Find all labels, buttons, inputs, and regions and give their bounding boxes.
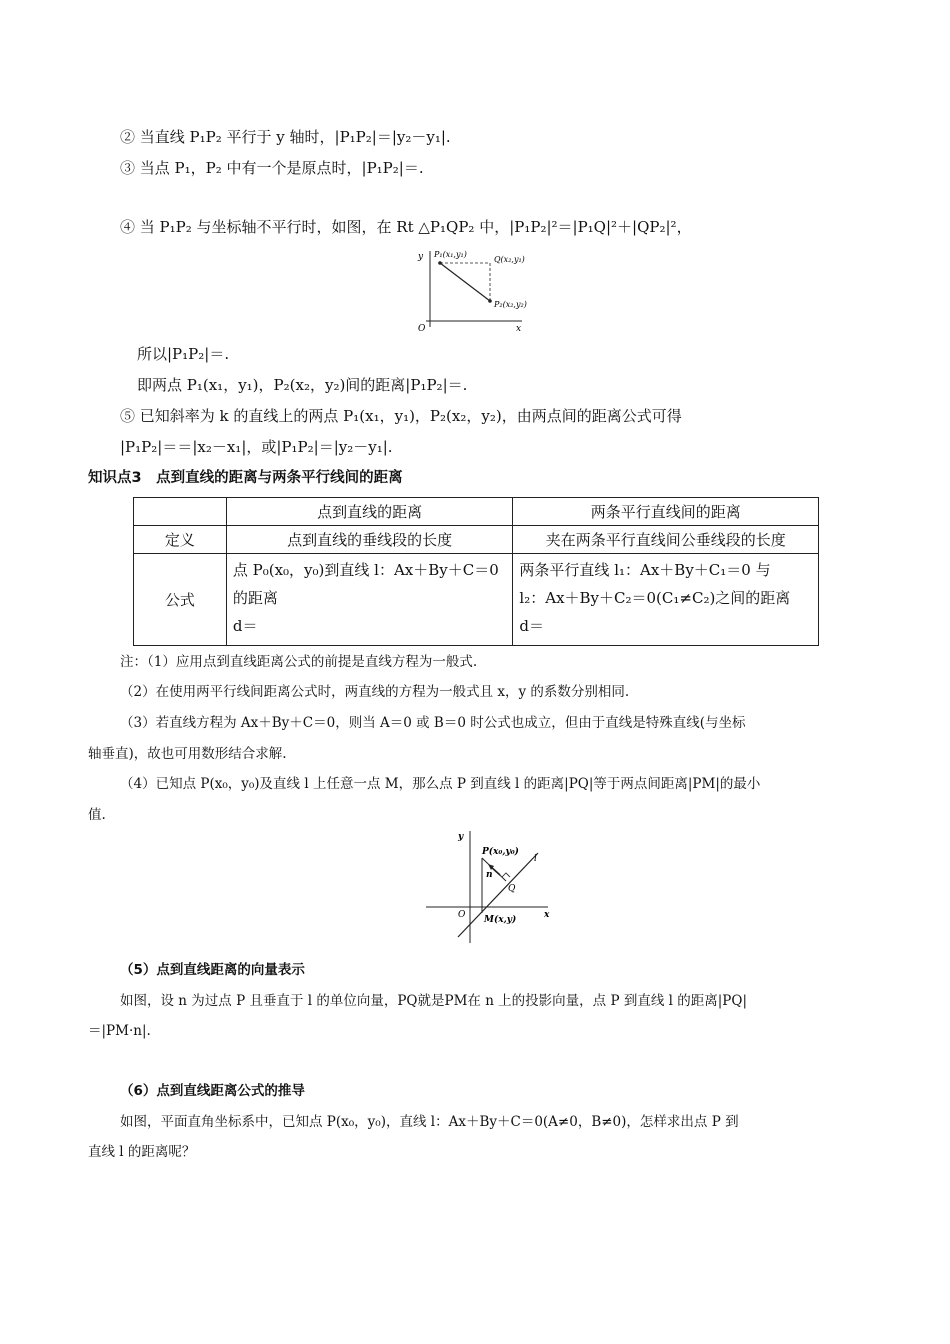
distance-table [133, 497, 819, 646]
table-row-label: 定义 [134, 526, 227, 554]
y-axis-label: y [458, 832, 464, 842]
table-row-label: 公式 [134, 554, 227, 646]
p2-label: P₂(x₂,y₂) [494, 300, 527, 309]
y-axis-label: y [418, 252, 424, 262]
text-line: 即两点 P₁(x₁，y₁)，P₂(x₂，y₂)间的距离|P₁P₂|＝. [137, 376, 468, 394]
text-line: ② 当直线 P₁P₂ 平行于 y 轴时，|P₁P₂|＝|y₂－y₁|. [120, 128, 451, 146]
origin-label: O [458, 910, 466, 920]
note-line: （2）在使用两平行线间距离公式时，两直线的方程为一般式且 x，y 的系数分别相同. [120, 684, 630, 700]
formula-line: d＝ [232, 617, 258, 635]
note-line: 注：（1）应用点到直线距离公式的前提是直线方程为一般式. [120, 654, 478, 670]
table-header-cell: 点到直线的距离 [226, 498, 513, 526]
q-label: Q [508, 884, 516, 894]
note-line: 值. [88, 807, 106, 823]
text-line: ③ 当点 P₁，P₂ 中有一个是原点时，|P₁P₂|＝. [120, 159, 424, 177]
x-axis-label: x [544, 910, 550, 920]
x-axis-label: x [516, 324, 522, 334]
note-line: 轴垂直)，故也可用数形结合求解. [88, 746, 287, 762]
note-line: （3）若直线方程为 Ax＋By＋C＝0，则当 A＝0 或 B＝0 时公式也成立，但由于直线是特殊直线(与坐标 [120, 715, 746, 731]
table-corner [134, 498, 227, 526]
subsection-title: （6）点到直线距离公式的推导 [120, 1083, 305, 1099]
note-line: （4）已知点 P(x₀，y₀)及直线 l 上任意一点 M，那么点 P 到直线 l 的距离|PQ|等于两点间距离|PM|的最小 [120, 776, 761, 792]
text-line: 所以|P₁P₂|＝. [137, 345, 230, 363]
formula-line: 点 P₀(x₀，y₀)到直线 l：Ax＋By＋C＝0 [232, 561, 499, 579]
paragraph-line: 直线 l 的距离呢？ [88, 1144, 196, 1160]
formula-line: d＝ [519, 617, 545, 635]
table-cell [513, 554, 819, 646]
point-p1 [438, 261, 442, 265]
table-header-cell: 两条平行直线间的距离 [513, 498, 819, 526]
figure-point-line-distance [420, 825, 560, 945]
p-label: P(x₀,y₀) [482, 847, 519, 857]
p1-label: P₁(x₁,y₁) [434, 250, 467, 259]
text-line: ⑤ 已知斜率为 k 的直线上的两点 P₁(x₁，y₁)，P₂(x₂，y₂)，由两点间的距离公式可得 [120, 407, 682, 425]
paragraph-line: 如图，设 n 为过点 P 且垂直于 l 的单位向量，PQ就是PM在 n 上的投影向量，点 P 到直线 l 的距离|PQ| [120, 993, 747, 1009]
q-label: Q(x₂,y₁) [494, 255, 525, 264]
right-angle-mark [502, 873, 510, 877]
section-heading: 知识点3 点到直线的距离与两条平行线间的距离 [88, 470, 403, 486]
table-cell: 点到直线的垂线段的长度 [226, 526, 513, 554]
figure-two-point-distance [410, 245, 550, 335]
paragraph-line: 如图，平面直角坐标系中，已知点 P(x₀，y₀)，直线 l：Ax＋By＋C＝0(A≠0，B≠0)，怎样求出点 P 到 [120, 1114, 739, 1130]
formula-line: 两条平行直线 l₁：Ax＋By＋C₁＝0 与 [519, 561, 771, 579]
paragraph-line: ＝|PM·n|. [88, 1023, 151, 1039]
n-label: n [486, 870, 493, 880]
origin-label: O [418, 324, 426, 334]
point-p2 [488, 299, 492, 303]
formula-line: 的距离 [232, 589, 278, 607]
subsection-title: （5）点到直线距离的向量表示 [120, 962, 305, 978]
l-label: l [534, 854, 537, 864]
m-label: M(x,y) [484, 915, 517, 925]
segment-p1p2 [440, 263, 490, 301]
table-cell: 夹在两条平行直线间公垂线段的长度 [513, 526, 819, 554]
text-line: ④ 当 P₁P₂ 与坐标轴不平行时，如图，在 Rt △P₁QP₂ 中，|P₁P₂|²＝|P₁Q|²＋|QP₂|²， [120, 218, 692, 236]
text-line: |P₁P₂|＝＝|x₂－x₁|，或|P₁P₂|＝|y₂－y₁|. [120, 438, 393, 456]
table-cell [226, 554, 513, 646]
formula-line: l₂：Ax＋By＋C₂＝0(C₁≠C₂)之间的距离 [519, 589, 791, 607]
